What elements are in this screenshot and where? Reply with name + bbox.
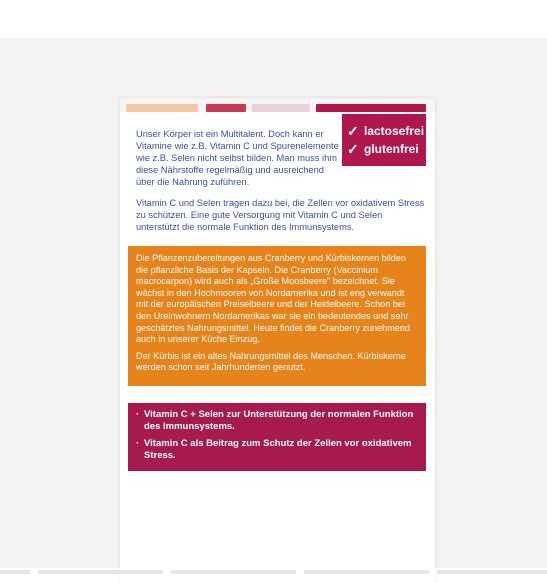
cranberry-info-panel [128, 246, 426, 386]
pumpkin-paragraph: Der Kürbis ist ein altes Nahrungsmittel des Menschen. Kürbiskerne werden schon seit Jahrhunderten genutzt. [136, 350, 406, 373]
intro-paragraph-1: Unser Körper ist ein Multitalent. Doch kann er Vitamine wie z.B. Vitamin C und Spurenelemente wie z.B. Selen nicht selbst bilden. Man muss ihm diese Nährstoffe regelmäßig und ausreichend über die Nahrung zuführen. [136, 129, 339, 187]
thumbnail[interactable] [38, 570, 163, 574]
badge-label: glutenfrei [364, 142, 419, 156]
package-top-edge [120, 98, 435, 112]
badge-label: lactosefrei [364, 124, 425, 138]
package-edge-print [252, 104, 310, 112]
intro-paragraph-2: Vitamin C und Selen tragen dazu bei, die Zellen vor oxidativem Stress zu schützen. Eine gute Versorgung mit Vitamin C und Selen unterstützt die normale Funktion des Immunsystems. [136, 198, 425, 232]
claim-item [136, 438, 418, 462]
package-edge-print [206, 104, 246, 112]
badge-row-lactose [347, 122, 426, 140]
intro-text [136, 128, 341, 196]
thumbnail[interactable] [437, 570, 547, 574]
badge-row-gluten [347, 140, 426, 158]
thumbnail-strip [0, 568, 547, 574]
dietary-badge [342, 114, 426, 166]
intro-text-2 [136, 197, 426, 233]
claim-text: Vitamin C als Beitrag zum Schutz der Zellen vor oxidativem Stress. [144, 438, 412, 461]
claim-text: Vitamin C + Selen zur Unterstützung der normalen Funktion des Immunsystems. [144, 409, 414, 432]
checkmark-icon: ✓ [347, 123, 359, 139]
product-package-back [120, 98, 435, 583]
checkmark-icon: ✓ [347, 141, 359, 157]
bullet-icon: · [136, 409, 140, 420]
health-claims-panel [128, 403, 426, 471]
cranberry-paragraph: Die Pflanzenzubereitungen aus Cranberry und Kürbiskernen bilden die pflanzliche Basis der Kapseln. Die Cranberry (Vaccinium macrocarpon) wird auch als „Große Moosbeere" bezeichnet. Sie wächst in den Hochmooren von Nordamerika und ist eng verwandt mit der europäischen Preiselbeere und der Heidelbeere. Schon bei den Ureinwohnern Nordamerikas war sie ein bedeutendes und sehr geschätztes Nahrungsmittel. Heute findet die Cranberry zunehmend auch in unserer Küche Einzug. [136, 253, 410, 345]
product-image-viewer [0, 38, 547, 568]
package-edge-print [316, 104, 426, 112]
package-edge-print [126, 104, 198, 112]
bullet-icon: · [136, 438, 140, 449]
thumbnail[interactable] [304, 570, 429, 574]
thumbnail[interactable] [0, 570, 30, 574]
thumbnail[interactable] [171, 570, 296, 574]
claim-item [136, 409, 418, 433]
